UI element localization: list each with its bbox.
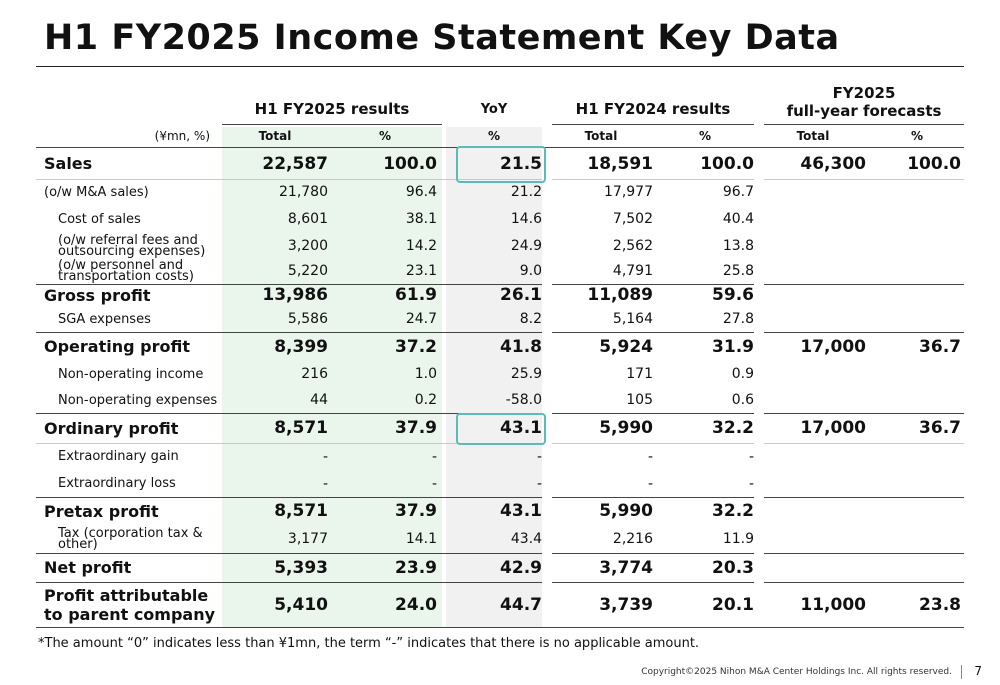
row-value: -	[647, 475, 653, 492]
header-forecast-line2: full-year forecasts	[786, 102, 942, 120]
copyright: Copyright©2025 Nihon M&A Center Holdings Inc. All rights reserved.	[641, 667, 952, 677]
row-value: 21.2	[510, 184, 542, 200]
row-value	[766, 361, 866, 387]
row-value: 14.1	[405, 531, 437, 547]
highlight-sales-yoy	[456, 146, 546, 183]
row-value: 2,216	[612, 531, 653, 547]
table-row	[0, 387, 1000, 413]
row-divider	[552, 179, 754, 180]
row-divider	[36, 284, 542, 285]
row-value	[766, 306, 866, 332]
row-value: 32.2	[712, 501, 754, 521]
table-row	[0, 553, 1000, 582]
row-value: -	[748, 475, 754, 492]
subheader-total-2025: Total	[258, 129, 292, 143]
row-label: Cost of sales	[58, 211, 141, 227]
row-divider	[36, 553, 542, 554]
row-value: 4,791	[612, 263, 653, 279]
row-value: 5,586	[287, 311, 328, 327]
row-value: -	[647, 448, 653, 465]
row-value: 22,587	[262, 153, 328, 174]
row-label: (o/w M&A sales)	[44, 184, 149, 200]
subheader-total-2024: Total	[584, 129, 618, 143]
row-value	[871, 443, 961, 470]
row-value: 13.8	[722, 237, 754, 254]
page-title: H1 FY2025 Income Statement Key Data	[44, 18, 840, 58]
row-value: 37.9	[395, 501, 437, 521]
header-h1-fy2024: H1 FY2024 results	[575, 100, 731, 118]
row-value: 23.9	[395, 557, 437, 578]
row-value: 42.9	[500, 557, 542, 578]
row-divider	[552, 413, 754, 414]
table-row	[0, 258, 1000, 284]
row-value	[766, 387, 866, 413]
subheader-pct-yoy: %	[487, 129, 501, 143]
row-label: Profit attributable to parent company	[44, 585, 216, 624]
row-value: 27.8	[722, 311, 754, 327]
row-value: 37.9	[395, 418, 437, 438]
row-value: 17,977	[604, 184, 653, 200]
row-label: SGA expenses	[58, 311, 151, 327]
row-value: 36.7	[919, 418, 961, 438]
row-value: 23.8	[919, 594, 961, 615]
table-bottom-rule	[36, 627, 964, 628]
subheader-pct-2024: %	[698, 129, 712, 143]
subheader-pct-2025: %	[378, 129, 392, 143]
row-value: 5,990	[599, 501, 653, 521]
row-value	[871, 525, 961, 553]
row-label: Extraordinary gain	[58, 449, 179, 464]
row-value: 8,571	[274, 418, 328, 438]
row-value: 37.2	[395, 336, 437, 357]
row-value	[871, 284, 961, 306]
table-row	[0, 361, 1000, 387]
row-value: 32.2	[712, 418, 754, 438]
row-value: -58.0	[505, 392, 542, 408]
row-divider	[552, 497, 754, 498]
row-value	[871, 553, 961, 582]
row-value	[766, 443, 866, 470]
row-value: 14.6	[510, 211, 542, 227]
row-value: 24.0	[395, 594, 437, 615]
row-divider	[764, 284, 964, 285]
row-value: 46,300	[800, 153, 866, 174]
row-label: (o/w referral fees and outsourcing expenses)	[58, 232, 206, 259]
row-value: 3,200	[287, 237, 328, 254]
row-value: 216	[301, 366, 328, 382]
header-h1-fy2025: H1 FY2025 results	[254, 100, 410, 118]
row-value: 8,571	[274, 501, 328, 521]
row-value: -	[536, 475, 542, 492]
subheader-pct-forecast: %	[910, 129, 924, 143]
row-value: 41.8	[500, 336, 542, 357]
row-value: -	[431, 448, 437, 465]
highlight-ordinary-yoy	[456, 413, 546, 445]
table-row	[0, 525, 1000, 553]
row-value	[871, 233, 961, 258]
row-value: 13,986	[262, 285, 328, 305]
row-value	[871, 470, 961, 497]
row-value: 7,502	[612, 211, 653, 227]
row-value	[766, 205, 866, 233]
row-value: 43.4	[510, 531, 542, 547]
header-rule-2024	[552, 124, 754, 125]
row-value: 11.9	[722, 531, 754, 547]
row-value	[871, 387, 961, 413]
row-value: 5,393	[274, 557, 328, 578]
row-label: Net profit	[44, 558, 132, 577]
row-value: 44.7	[500, 594, 542, 615]
row-value: 24.7	[405, 311, 437, 327]
row-value: 21.5	[500, 153, 542, 174]
row-label: Non-operating expenses	[58, 392, 218, 408]
row-value: 3,774	[599, 557, 653, 578]
table-row	[0, 582, 1000, 627]
row-divider	[552, 582, 754, 583]
row-value	[766, 179, 866, 205]
row-value	[871, 361, 961, 387]
row-value: 18,591	[587, 153, 653, 174]
row-value: 26.1	[500, 285, 542, 305]
row-value: 0.9	[731, 366, 754, 382]
row-value	[766, 258, 866, 284]
header-forecast-line1: FY2025	[832, 84, 896, 102]
row-value: -	[536, 448, 542, 465]
row-value: 38.1	[405, 211, 437, 227]
row-value: 9.0	[519, 263, 542, 279]
row-value: 3,739	[599, 594, 653, 615]
row-divider	[552, 284, 754, 285]
row-value: 2,562	[612, 237, 653, 254]
title-divider	[36, 66, 964, 67]
row-value: 100.0	[700, 153, 754, 174]
table-row	[0, 497, 1000, 525]
row-value: 0.6	[731, 392, 754, 408]
unit-label: (¥mn, %)	[154, 129, 210, 143]
row-value: 3,177	[287, 531, 328, 547]
table-row	[0, 443, 1000, 470]
row-value	[766, 284, 866, 306]
table-row	[0, 205, 1000, 233]
row-value: 36.7	[919, 336, 961, 357]
row-value	[871, 306, 961, 332]
row-value: 25.9	[510, 366, 542, 382]
row-label: (o/w personnel and transportation costs)	[58, 258, 194, 284]
row-divider	[764, 413, 964, 414]
row-value: 8,399	[274, 336, 328, 357]
table-row	[0, 284, 1000, 306]
header-rule-forecast	[764, 124, 964, 125]
row-label: Operating profit	[44, 337, 190, 356]
row-value: 17,000	[800, 336, 866, 357]
row-value: 24.9	[510, 237, 542, 254]
row-value: 43.1	[500, 501, 542, 521]
row-value: 23.1	[405, 263, 437, 279]
row-value: 8.2	[519, 311, 542, 327]
row-divider	[36, 332, 542, 333]
table-row	[0, 233, 1000, 258]
row-value: 43.1	[500, 418, 542, 438]
row-value: 11,089	[587, 285, 653, 305]
table-row	[0, 332, 1000, 361]
row-label: Sales	[44, 154, 93, 173]
row-value: 14.2	[405, 237, 437, 254]
row-divider	[764, 582, 964, 583]
subheader-total-forecast: Total	[796, 129, 830, 143]
row-label: Non-operating income	[58, 366, 204, 382]
row-value	[871, 497, 961, 525]
row-value	[871, 205, 961, 233]
row-value: 17,000	[800, 418, 866, 438]
row-label: Gross profit	[44, 285, 151, 305]
row-value: 171	[626, 366, 653, 382]
row-value: 21,780	[279, 184, 328, 200]
row-value	[871, 258, 961, 284]
row-value: -	[431, 475, 437, 492]
row-value: 8,601	[287, 211, 328, 227]
row-value: 20.3	[712, 557, 754, 578]
row-divider	[552, 443, 754, 444]
row-divider	[36, 497, 542, 498]
row-divider	[36, 582, 542, 583]
row-divider	[764, 443, 964, 444]
row-label: Tax (corporation tax & other)	[58, 526, 203, 552]
row-value: 5,410	[274, 594, 328, 615]
header-rule-2025	[222, 124, 442, 125]
row-value	[766, 497, 866, 525]
row-value	[766, 525, 866, 553]
header-forecast	[764, 84, 964, 120]
row-value: 25.8	[722, 263, 754, 279]
row-value	[871, 179, 961, 205]
row-value: 96.4	[405, 184, 437, 200]
row-value: 100.0	[907, 153, 961, 174]
row-value: 5,990	[599, 418, 653, 438]
row-divider	[552, 332, 754, 333]
row-value: 59.6	[712, 285, 754, 305]
row-value: 61.9	[395, 285, 437, 305]
row-value: 1.0	[414, 366, 437, 382]
row-divider	[764, 497, 964, 498]
row-value: 96.7	[722, 184, 754, 200]
row-value: -	[322, 448, 328, 465]
row-value: 44	[310, 392, 328, 408]
row-divider	[764, 332, 964, 333]
row-value: -	[322, 475, 328, 492]
row-value: 5,924	[599, 336, 653, 357]
row-divider	[552, 553, 754, 554]
page-separator	[961, 665, 962, 679]
row-value: 11,000	[800, 594, 866, 615]
row-value: 20.1	[712, 594, 754, 615]
row-label: Extraordinary loss	[58, 476, 176, 491]
row-value: 0.2	[414, 392, 437, 408]
footnote: *The amount “0” indicates less than ¥1mn, the term “-” indicates that there is no applicable amount.	[38, 636, 700, 651]
row-label: Pretax profit	[44, 501, 159, 521]
row-value	[766, 553, 866, 582]
row-value: 5,164	[612, 311, 653, 327]
header-yoy: YoY	[480, 102, 508, 117]
row-label: Ordinary profit	[44, 418, 179, 438]
page-number: 7	[974, 664, 982, 678]
row-divider	[764, 553, 964, 554]
row-value: 31.9	[712, 336, 754, 357]
row-value	[766, 470, 866, 497]
row-value: -	[748, 448, 754, 465]
row-value	[766, 233, 866, 258]
row-divider	[764, 179, 964, 180]
table-row	[0, 306, 1000, 332]
row-value: 5,220	[287, 263, 328, 279]
row-value: 105	[626, 392, 653, 408]
row-value: 100.0	[383, 153, 437, 174]
row-value: 40.4	[722, 211, 754, 227]
table-row	[0, 470, 1000, 497]
